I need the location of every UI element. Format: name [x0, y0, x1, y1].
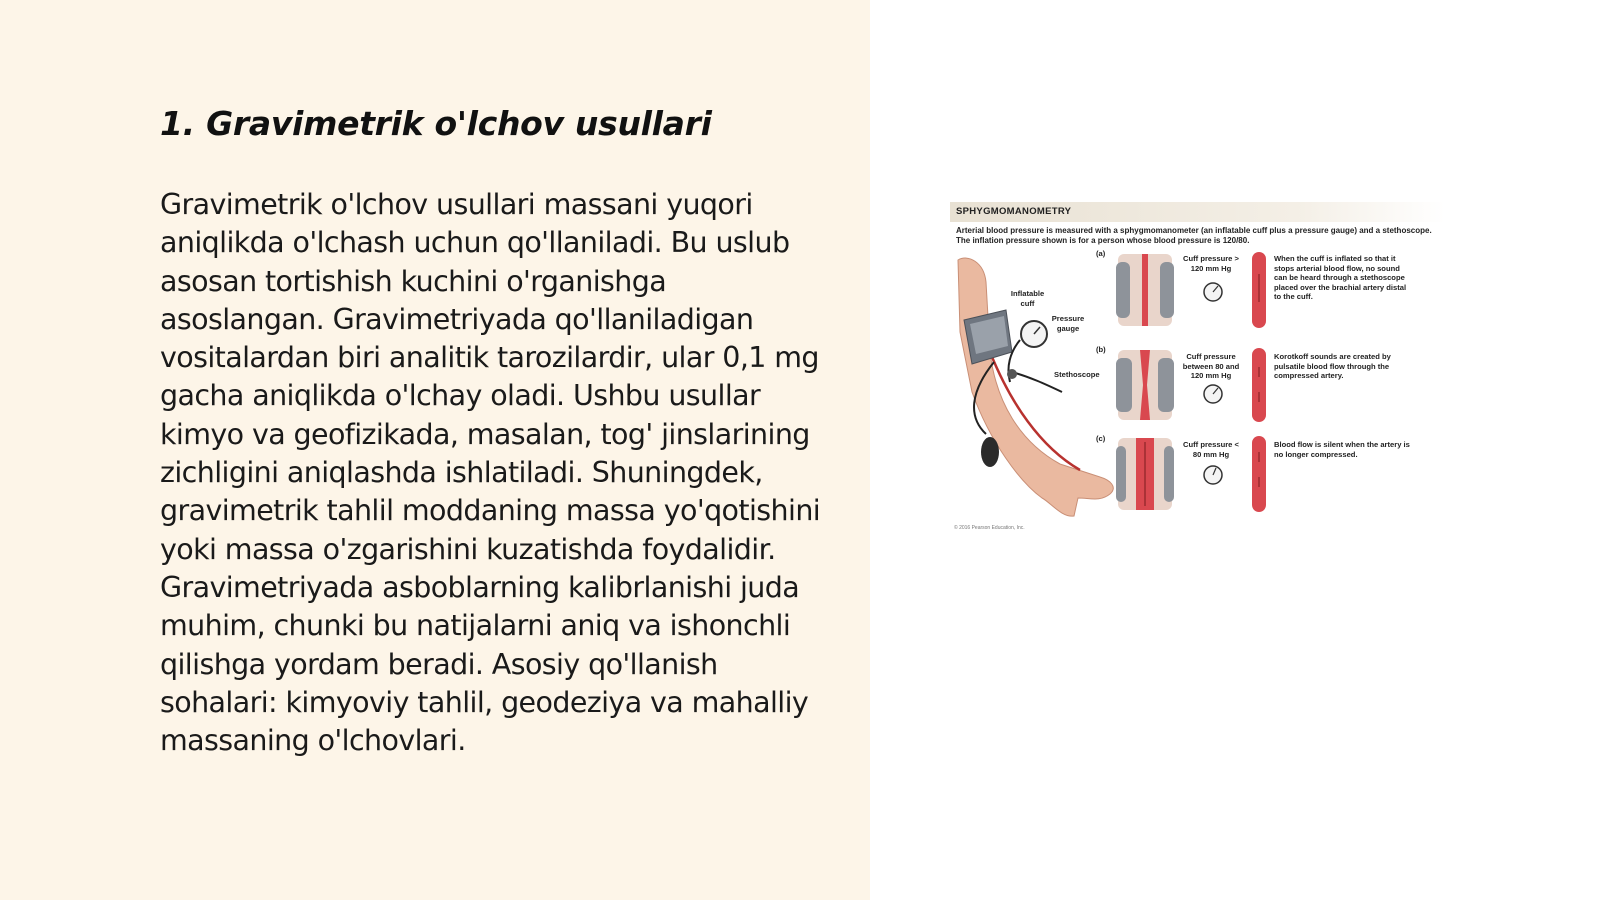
- figure-caption: Arterial blood pressure is measured with a sphygmomanometer (an inflatable cuff plus a pressure gauge) and a stethoscope. The inflation pressure shown is for a person whose blood pressure is 120/80.: [956, 226, 1432, 245]
- figure-credit: © 2016 Pearson Education, Inc.: [954, 525, 1025, 531]
- panel-b-note: Korotkoff sounds are created by pulsatile blood flow through the compressed artery.: [1274, 352, 1391, 380]
- panel-c-note: Blood flow is silent when the artery is no longer compressed.: [1274, 440, 1410, 459]
- panel-a-pressure: Cuff pressure > 120 mm Hg: [1183, 254, 1239, 273]
- label-stethoscope: Stethoscope: [1054, 370, 1100, 379]
- panel-b-pressure: Cuff pressure between 80 and 120 mm Hg: [1182, 352, 1240, 380]
- panel-a-tag: (a): [1096, 249, 1106, 258]
- label-pressure-gauge: Pressure gauge: [1051, 314, 1085, 333]
- slide-title: 1. Gravimetrik o'lchov usullari: [160, 104, 712, 143]
- slide-body-text: Gravimetrik o'lchov usullari massani yuqori aniqlikda o'lchash uchun qo'llaniladi. Bu uslub asosan tortishish kuchini o'rganishga asoslangan. Gravimetriyada qo'llaniladigan vositalardan biri analitik tarozilardir, ular 0,1 mg gacha aniqlikda o'lchay oladi. Ushbu usullar kimyo va geofizikada, masalan, tog' jinslarining zichligini aniqlashda ishlatiladi. Shuningdek, gravimetrik tahlil moddaning massa yo'qotishini yoki massa o'zgarishini kuzatishda foydalidir. Gravimetriyada asboblarning kalibrlanishi juda muhim, chunki bu natijalarni aniq va ishonchli qilishga yordam beradi. Asosiy qo'llanish sohalari: kimyoviy tahlil, geodeziya va mahalliy massaning o'lchovlari.: [160, 188, 821, 758]
- figure-title: SPHYGMOMANOMETRY: [956, 206, 1072, 217]
- label-inflatable-cuff: Inflatable cuff: [1010, 289, 1045, 308]
- panel-b-tag: (b): [1096, 345, 1106, 354]
- panel-a-note: When the cuff is inflated so that it stops arterial blood flow, no sound can be heard through a stethoscope placed over the brachial artery distal to the cuff.: [1274, 254, 1407, 301]
- sphygmomanometry-figure: [950, 202, 1445, 537]
- panel-c-pressure: Cuff pressure < 80 mm Hg: [1183, 440, 1239, 459]
- panel-c-tag: (c): [1096, 434, 1106, 443]
